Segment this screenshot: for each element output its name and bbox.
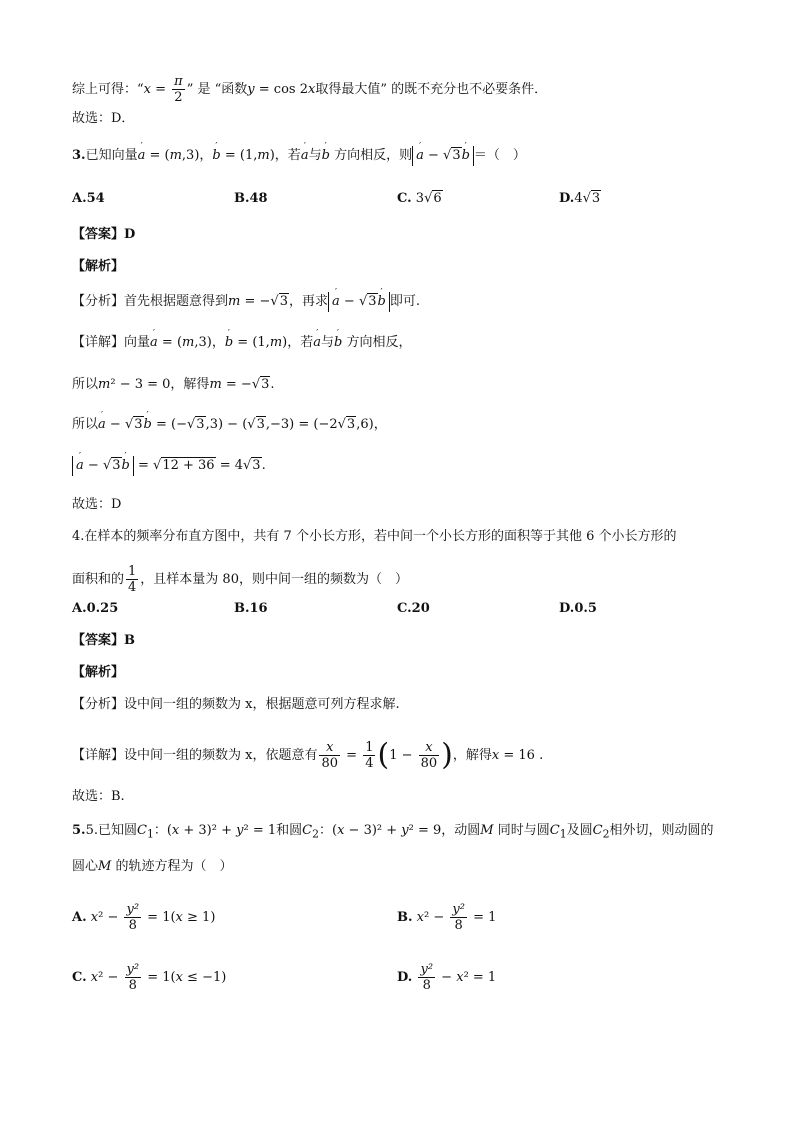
q4-option-c: C.20	[397, 601, 430, 616]
answer-label-4: 【答案】B	[72, 633, 135, 648]
q5-option-c: C. x² − $\frac{\text{y²}}{8}$ = 1(x ≤ −1)	[72, 962, 227, 993]
text: 方向相反，则	[334, 148, 413, 163]
q5-option-b: B. x² − $\frac{\text{y²}}{8}$ = 1	[397, 902, 497, 933]
q5-option-d: D. $\frac{\text{y²}}{8}$ − x² = 1	[397, 962, 497, 993]
question-3: 3.已知向量′ a = (m,3)，′ b = (1,m)，若′ a与′ b 方向相反，则′ a − √3′ b ＝（ ）	[72, 146, 526, 166]
question-4-line-2: 面积和的 $\frac{1}{4}$ ，且样本量为 80，则中间一组的频数为（ ）	[72, 564, 408, 595]
text: 与	[308, 148, 322, 163]
q4-option-a: A.0.25	[72, 601, 119, 616]
q3-option-b: B.48	[234, 191, 268, 206]
abs-expression: ′ a − √3′ b	[412, 146, 474, 166]
choice-4: 故选：B.	[72, 789, 125, 804]
analysis-label-4: 【解析】	[72, 665, 125, 680]
text: ＝（ ）	[473, 148, 526, 163]
choice-3: 故选：D	[72, 497, 122, 512]
q3-option-c: C. 3√6	[397, 191, 442, 206]
math-x-eq: x	[143, 82, 151, 97]
q4-option-b: B.16	[234, 601, 268, 616]
step-2: 所以′ a − √3′ b = (−√3,3) − (√3,−3) = (−2√3,6)，	[72, 416, 387, 434]
q3-option-a: A.54	[72, 191, 105, 206]
math-y-cos2x: y	[247, 82, 255, 97]
analysis-4: 【分析】设中间一组的频数为 x，根据题意可列方程求解.	[72, 697, 400, 712]
fraction-pi-over-2: $\frac{\pi}{2}$	[174, 74, 183, 105]
q3-option-d: D.4√3	[559, 191, 601, 206]
answer-choice-line: 故选：D．	[72, 111, 135, 126]
step-1: 所以m² − 3 = 0，解得m = −√3.	[72, 377, 275, 392]
q5-option-a: A. x² − $\frac{\text{y²}}{8}$ = 1(x ≥ 1)	[72, 902, 216, 933]
step-3: ′ a − √3′ b = √12 + 36 = 4√3.	[72, 456, 266, 476]
text: ，	[199, 148, 213, 163]
text: 取得最大值” 的既不充分也不必要条件．	[315, 82, 548, 97]
q4-option-d: D.0.5	[559, 601, 597, 616]
answer-label-3: 【答案】D	[72, 227, 136, 242]
text: 已知向量	[85, 148, 138, 163]
detail-4: 【详解】设中间一组的频数为 x，依题意有 $\frac{x}{80}$ = $\frac{1}{4}$ (1 − $\frac{x}{80}$ )，解得x = 16 .	[72, 737, 544, 773]
text: 综上可得：“	[72, 82, 144, 97]
question-5-line-1: 5.5.已知圆$C_1$：(x + 3)² + y² = 1和圆$C_2$：(x − 3)² + y² = 9，动圆M 同时与圆$C_1$及圆$C_2$相外切，则动圆的	[72, 823, 714, 841]
conclusion-line: 综上可得：“x = $\frac{\pi}{2}$ ” 是 “函数y = cos 2x取得最大值” 的既不充分也不必要条件．	[72, 74, 548, 105]
detail-3: 【详解】向量′ a = (m,3)，′ b = (1,m)，若′ a与′ b 方向相反，	[72, 334, 412, 352]
analysis-label-3: 【解析】	[72, 259, 125, 274]
text: ，若	[274, 148, 301, 163]
question-5-line-2: 圆心M 的轨迹方程为（ ）	[72, 859, 233, 874]
text: ” 是 “函数	[186, 82, 248, 97]
question-number: 3.	[72, 148, 86, 163]
analysis-3: 【分析】首先根据题意得到m = −√3，再求′ a − √3′ b 即可.	[72, 292, 420, 312]
question-4-line-1: 4.在样本的频率分布直方图中，共有 7 个小长方形，若中间一个小长方形的面积等于其他 6 个小长方形的	[72, 529, 677, 544]
